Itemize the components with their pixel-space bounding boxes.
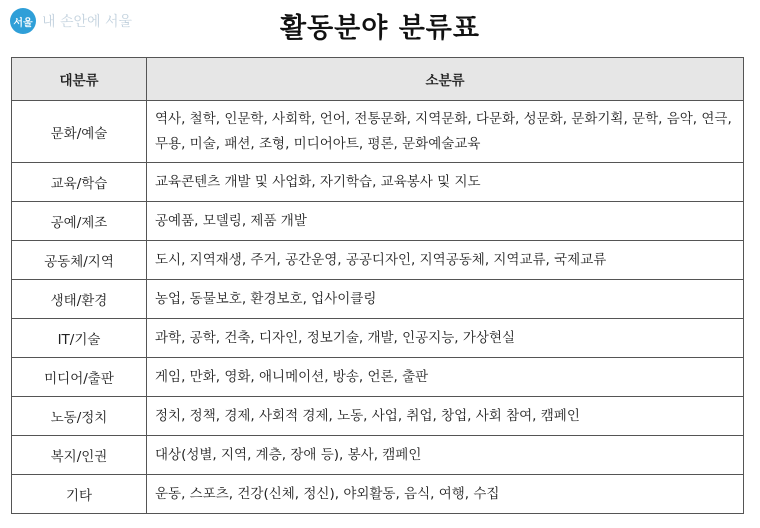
minor-categories: 농업, 동물보호, 환경보호, 업사이클링: [147, 280, 744, 319]
table-row: [12, 436, 744, 475]
table-row: [12, 101, 744, 163]
minor-categories: 운동, 스포츠, 건강(신체, 정신), 야외활동, 음식, 여행, 수집: [147, 475, 744, 514]
table-row: [12, 397, 744, 436]
major-category: 문화/예술: [12, 101, 147, 163]
table-row: [12, 202, 744, 241]
major-category: 공예/제조: [12, 202, 147, 241]
table-header-row: [12, 58, 744, 101]
table-row: [12, 241, 744, 280]
major-category: 기타: [12, 475, 147, 514]
table-row: [12, 358, 744, 397]
table-row: [12, 280, 744, 319]
table-row: [12, 475, 744, 514]
table-row: [12, 319, 744, 358]
minor-categories: 역사, 철학, 인문학, 사회학, 언어, 전통문화, 지역문화, 다문화, 성문화, 문화기획, 문학, 음악, 연극, 무용, 미술, 패션, 조형, 미디어아트, 평론, 문화예술교육: [147, 101, 744, 163]
minor-categories: 정치, 정책, 경제, 사회적 경제, 노동, 사업, 취업, 창업, 사회 참여, 캠페인: [147, 397, 744, 436]
major-category: 복지/인권: [12, 436, 147, 475]
classification-table: [11, 57, 744, 514]
major-category: 노동/정치: [12, 397, 147, 436]
minor-categories: 공예품, 모델링, 제품 개발: [147, 202, 744, 241]
table-row: [12, 163, 744, 202]
major-category: IT/기술: [12, 319, 147, 358]
header-minor: 소분류: [147, 58, 744, 101]
major-category: 교육/학습: [12, 163, 147, 202]
major-category: 미디어/출판: [12, 358, 147, 397]
minor-categories: 도시, 지역재생, 주거, 공간운영, 공공디자인, 지역공동체, 지역교류, 국제교류: [147, 241, 744, 280]
header-major: 대분류: [12, 58, 147, 101]
minor-categories: 과학, 공학, 건축, 디자인, 정보기술, 개발, 인공지능, 가상현실: [147, 319, 744, 358]
page-title: 활동분야 분류표: [280, 13, 480, 44]
major-category: 생태/환경: [12, 280, 147, 319]
minor-categories: 교육콘텐츠 개발 및 사업화, 자기학습, 교육봉사 및 지도: [147, 163, 744, 202]
minor-categories: 대상(성별, 지역, 계층, 장애 등), 봉사, 캠페인: [147, 436, 744, 475]
minor-categories: 게임, 만화, 영화, 애니메이션, 방송, 언론, 출판: [147, 358, 744, 397]
seoul-logo-text: 내 손안에 서울: [42, 14, 133, 30]
major-category: 공동체/지역: [12, 241, 147, 280]
seoul-logo-mark: 서울: [10, 8, 36, 34]
